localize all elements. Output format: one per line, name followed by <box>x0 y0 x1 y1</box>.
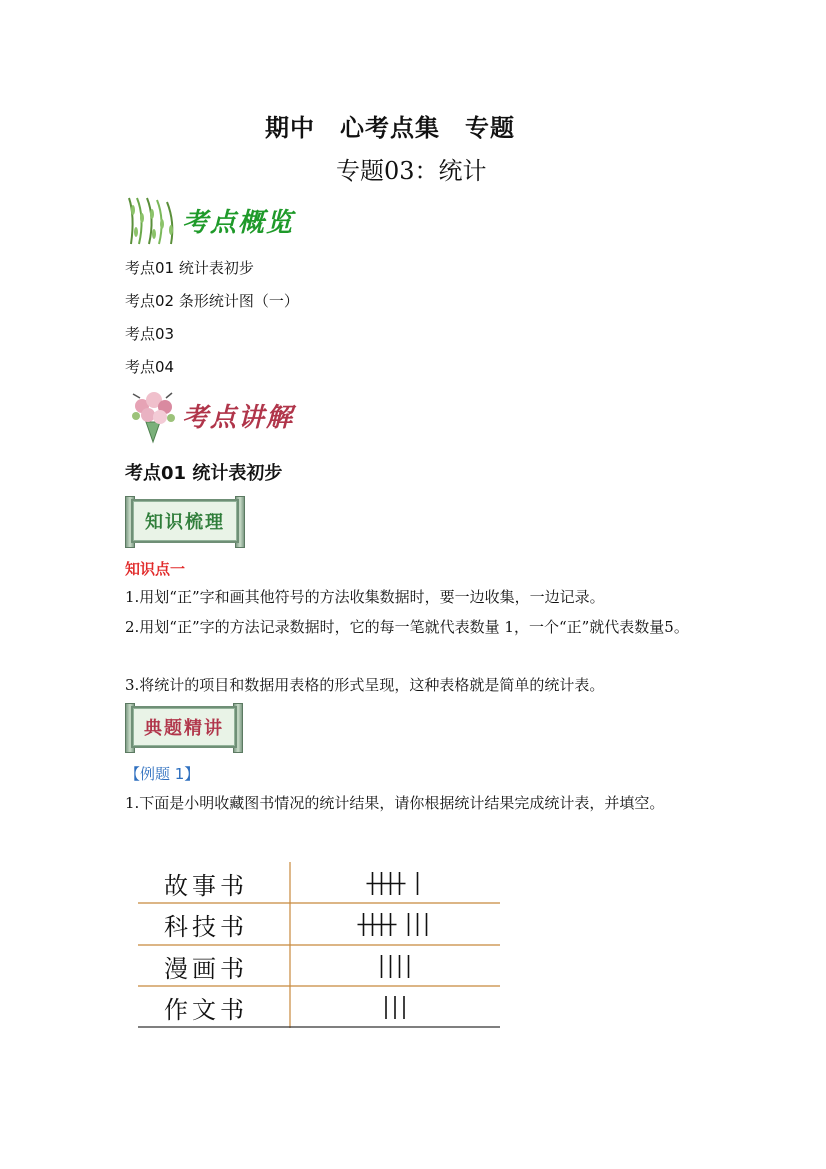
table-category: 故事书 <box>164 872 248 900</box>
example-banner: 典题精讲 <box>133 708 235 746</box>
table-category: 作文书 <box>164 996 248 1024</box>
table-category: 漫画书 <box>164 955 248 983</box>
example-label: 【例题 1】 <box>125 765 200 783</box>
table-category: 科技书 <box>164 913 248 941</box>
tally-table <box>138 862 500 1028</box>
overview-item-4: 考点04 <box>125 358 175 376</box>
page-title: 期中 心考点集 专题 <box>265 113 515 142</box>
section-heading: 考点01 统计表初步 <box>125 463 283 484</box>
knowledge-point-2: 2.用划“正”字的方法记录数据时，它的每一笔就代表数量 1，一个“正”就代表数量5。 <box>125 618 689 636</box>
page-subtitle: 专题03：统计 <box>336 157 487 185</box>
knowledge-point-1: 1.用划“正”字和画其他符号的方法收集数据时，要一边收集，一边记录。 <box>125 588 605 606</box>
example-text: 1.下面是小明收藏图书情况的统计结果，请你根据统计结果完成统计表，并填空。 <box>125 794 665 812</box>
overview-item-2: 考点02 条形统计图（一） <box>125 292 299 310</box>
knowledge-point-label: 知识点一 <box>125 560 186 578</box>
explain-banner: 考点讲解 <box>182 403 295 433</box>
knowledge-scroll <box>125 496 245 546</box>
overview-banner: 考点概览 <box>182 208 295 238</box>
knowledge-point-3: 3.将统计的项目和数据用表格的形式呈现，这种表格就是简单的统计表。 <box>125 676 605 694</box>
flower-bouquet-icon <box>128 388 178 444</box>
example-scroll <box>125 703 243 751</box>
willow-leaves-icon <box>125 196 181 246</box>
overview-item-3: 考点03 <box>125 325 175 343</box>
knowledge-banner: 知识梳理 <box>133 501 237 541</box>
overview-item-1: 考点01 统计表初步 <box>125 259 254 277</box>
